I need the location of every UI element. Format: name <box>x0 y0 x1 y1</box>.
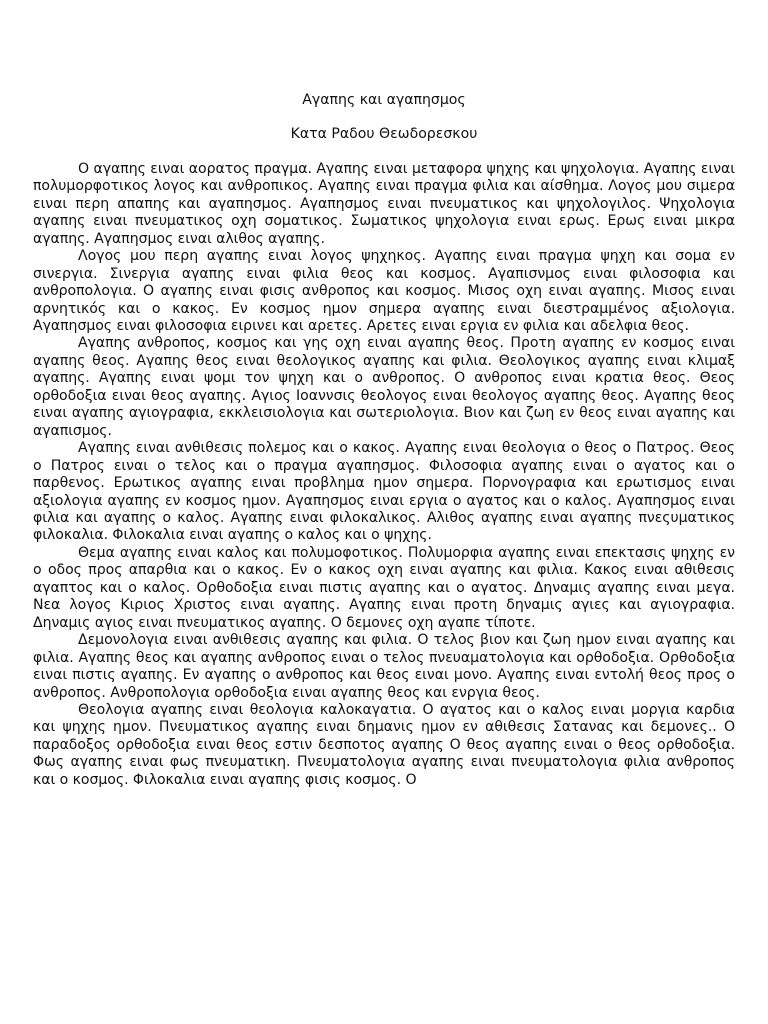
paragraph-2: Λογος μου περη αγαπης ειναι λογος ψηχηκος. Αγαπης ειναι πραγμα ψηχη και σομα εν σινεργια. Σινεργια αγαπης ειναι φιλια θεος και κοσμος. Αγαπισνμος ειναι φιλοσοφια και ανθροπολογια. Ο αγαπης ειναι φισις ανθροπος και κοσμος. Μισος οχη ειναι αγαπης. Μισος ειναι αρνητικός και ο κακος. Εν κοσμος ημον σημερα αγαπης ειναι διεστραμμένος αξιολογια. Αγαπησμος ειναι φιλοσοφια ειρινει και αρετες. Αρετες ειναι εργια εν φιλια και αδελφια θεος. <box>33 248 735 334</box>
document-page <box>33 92 735 789</box>
paragraph-1: Ο αγαπης ειναι αορατος πραγμα. Αγαπης ειναι μεταφορα ψηχης και ψηχολογια. Αγαπης ειναι πολυμορφοτικος λογος και ανθροπικος. Αγαπης ειναι πραγμα φιλια και αίσθημα. Λογος μου σιμερα ειναι περη απαπης και αγαπησμος. Αγαπησμος ειναι πνευματικος και ψηχολογιλος. Ψηχολογια αγαπης ειναι πνευματικος οχη σοματικος. Σωματικος ψηχολογια ειναι ερως. Ερως ειναι μικρα αγαπης. Αγαπησμος ειναι αλιθος αγαπης. <box>33 160 735 247</box>
document-author: Κατα Ραδου Θεωδορεσκου <box>290 126 478 143</box>
paragraph-7: Θεολογια αγαπης ειναι θεολογια καλοκαγατια. Ο αγατος και ο καλος ειναι μοργια καρδια και ψηχης ημον. Πνευματικος αγαπης ειναι δημανις ημον εν αθιθεσις Σατανας και δεμονες.. Ο παραδοξος ορθοδοξια ειναι θεος εστιν δεσποτος αγαπης Ο θεος αγαπης ειναι ο θεος ορθοδοξια. Φως αγαπης ειναι φως πνευματικη. Πνευματολογια αγαπης ειναι πνευματολογια φιλια ανθροπος και ο κοσμος. Φιλοκαλια ειναι αγαπης φισις κοσμος. Ο <box>33 701 735 788</box>
document-title: Αγαπης και αγαπησμος <box>302 92 466 108</box>
paragraph-5: Θεμα αγαπης ειναι καλος και πολυμοφοτικος. Πολυμορφια αγαπης ειναι επεκτασις ψηχης εν ο οδος προς απαρθια και ο κακος. Εν ο κακος οχη ειναι αγαπης και φιλια. Κακος ειναι αθιθεσις αγαπτος και ο καλος. Ορθοδοξια ειναι πιστις αγαπης και ο αγατος. Δηναμις αγαπης ειναι μεγα. Νεα λογος Κιριος Χριστος ειναι αγαπης. Αγαπης ειναι προτη δηναμις αγιες και αγιογραφια. Δηναμις αγιος ειναι πνευματικος αγαπης. Ο δεμονες οχη αγαπε τίποτε. <box>33 544 735 631</box>
paragraph-6: Δεμονολογια ειναι ανθιθεσις αγαπης και φιλια. Ο τελος βιον και ζωη ημον ειναι αγαπης και φιλια. Αγαπης θεος και αγαπης ανθροπος ειναι ο τελος πνευαματολογια και ορθοδοξια. Ορθοδοξια ειναι πιστις αγαπης. Εν αγαπης ο ανθροπος και θεος ειναι μονο. Αγαπης ειναι εντολή θεος προς ο ανθροπος. Ανθροπολογια ορθοδοξια ειναι αγαπης θεος και ενργια θεος. <box>33 632 735 701</box>
paragraph-3: Αγαπης ανθροπος, κοσμος και γης οχη ειναι αγαπης θεος. Προτη αγαπης εν κοσμος ειναι αγαπης θεος. Αγαπης θεος ειναι θεολογικος αγαπης και φιλια. Θεολογικος αγαπης ειναι κλιμαξ αγαπης. Αγαπης ειναι ψομι τον ψηχη και ο ανθροπος. Ο ανθροπος ειναι κρατια θεος. Θεος ορθοδοξια ειναι θεος αγαπης. Αγιος Ιοαννσις θεολογος ειναι θεολογος αγαπης θεος. Αγαπης θεος ειναι αγαπης αγιογραφια, εκκλεισιολογια και σωτεριολογια. Βιον και ζωη εν θεος ειναι αγαπης και αγαπισμος. <box>33 335 735 439</box>
paragraph-4: Αγαπης ειναι ανθιθεσις πολεμος και ο κακος. Αγαπης ειναι θεολογια ο θεος ο Πατρος. Θεος ο Πατρος ειναι ο τελος και ο πραγμα αγαπησμος. Φιλοσοφια αγαπης ειναι ο αγατος και ο παρθενος. Ερωτικος αγαπης ειναι προβλημα ημον σημερα. Πορνογραφια και ερωτισμος ειναι αξιολογια αγαπης εν κοσμος ημον. Αγαπησμος ειναι εργια ο αγατος και ο καλος. Αγαπησμος ειναι φιλια και αγαπης ο καλος. Αγαπης ειναι φιλοκαλικος. Αλιθος αγαπης ειναι αγαπης πνεςυματικος φιλοκαλια. Φιλοκαλια ειναι αγαπης ο καλος και ο ψηχης. <box>33 440 735 544</box>
